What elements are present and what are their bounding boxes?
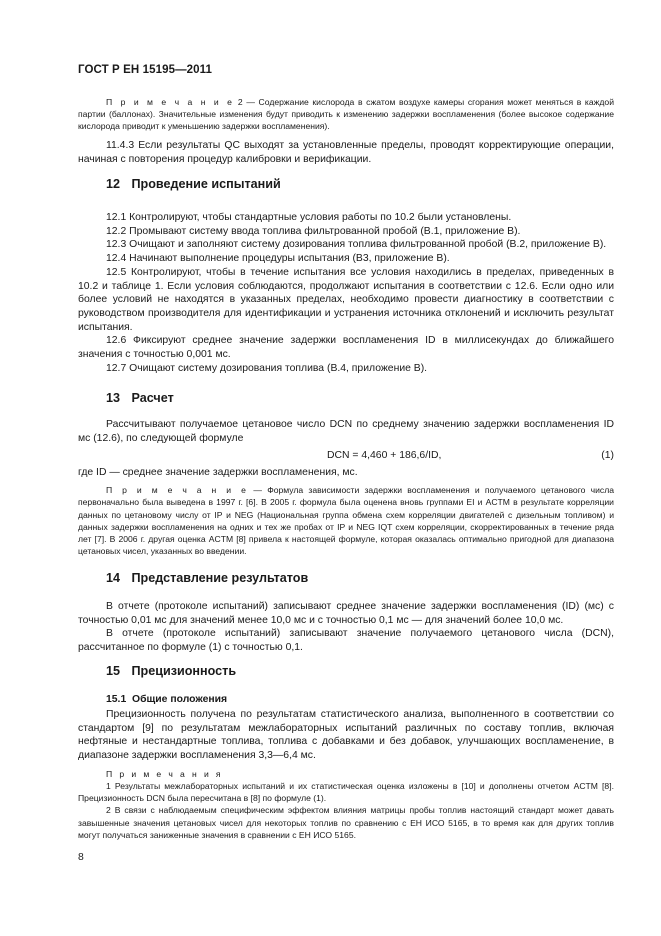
- note-text: — Формула зависимости задержки воспламенения и получаемого цетанового числа первоначально была выведена в 1997 г. [6]. В 2005 г. формула была оценена вновь группами EI и ACTM в результате корреляции данных по цетановому числу от IP и NEG (Национальная группа обмена схем корреляции двигателей с дизельным топливом) и данных задержки воспламенения на одних и тех же пробах от IP и NEG IQT схем корреляции, скорректированных в течение ряда лет [7]. В 2006 г. другая оценка ACTM [8] привела к настоящей формуле, которая оказалась оптимально пригодной для диапазона цетановых чисел, указанных во введении.: [78, 485, 614, 557]
- note-label: П р и м е ч а н и е: [106, 97, 235, 107]
- section-15-body: [78, 694, 614, 841]
- section-number: 14: [106, 571, 121, 585]
- paragraph-text: В отчете (протоколе испытаний) записывают среднее значение задержки воспламенения (ID) (мс) с точностью 0,01 мс для значений менее 10,0 мс и с точностью 0,1 мс — для значений более 10,0 мс.: [78, 601, 614, 626]
- section-14-heading: [78, 571, 614, 585]
- section-title: Проведение испытаний: [131, 177, 281, 191]
- page-number: 8: [78, 852, 84, 863]
- list-item: 12.2 Промывают систему ввода топлива фильтрованной пробой (В.1, приложение В).: [106, 225, 521, 237]
- section-title: Представление результатов: [131, 571, 309, 585]
- note-text: 2 — Содержание кислорода в сжатом воздухе камеры сгорания может меняться в каждой партии (баллонах). Значительные изменения будут приводить к изменению задержки воспламенения (более высокое содержание кислорода приводит к уменьшению задержки воспламенения).: [78, 97, 615, 132]
- list-item: 12.3 Очищают и заполняют систему дозирования топлива фильтрованной пробой (В.2, приложение В).: [106, 239, 607, 251]
- formula-where: где ID — среднее значение задержки воспламенения, мс.: [78, 467, 358, 479]
- paragraph-11-4-3: [78, 139, 614, 166]
- section-15-heading: [78, 664, 614, 678]
- document-header: ГОСТ Р ЕН 15195—2011: [78, 64, 213, 76]
- list-item: 12.7 Очищают систему дозирования топлива (В.4, приложение В).: [106, 362, 428, 374]
- list-item: 12.4 Начинают выполнение процедуры испытания (В3, приложение В).: [106, 253, 450, 265]
- list-item: 12.6 Фиксируют среднее значение задержки воспламенения ID в миллисекундах до ближайшего значения с точностью 0,001 мс.: [78, 335, 614, 361]
- section-number: 13: [106, 391, 121, 405]
- section-title: Прецизионность: [131, 664, 237, 678]
- formula-number: (1): [601, 450, 614, 462]
- section-12-heading: [78, 177, 614, 191]
- section-14-body: [78, 600, 614, 655]
- subsection-number: 15.1: [106, 694, 127, 705]
- note-item: 1 Результаты межлабораторных испытаний и их статистическая оценка изложены в [10] и дополнены отчетом ACTM [8]. Прецизионность DCN была пересчитана в [8] по формуле (1).: [78, 781, 614, 804]
- section-title: Расчет: [131, 391, 174, 405]
- notes-label: П р и м е ч а н и я: [106, 768, 223, 779]
- paragraph-text: Рассчитывают получаемое цетановое число DCN по среднему значению задержки воспламенения ID мс (12.6), по следующей формуле: [78, 419, 614, 444]
- paragraph-text: В отчете (протоколе испытаний) записывают значение получаемого цетанового числа (DCN), рассчитанное по формуле (1) с точностью 0,1.: [78, 628, 614, 654]
- list-item: 12.1 Контролируют, чтобы стандартные условия работы по 10.2 были установлены.: [106, 212, 512, 223]
- subsection-title: Общие положения: [132, 694, 228, 705]
- formula: DCN = 4,460 + 186,6/ID,: [327, 450, 442, 462]
- note-oxygen: [78, 96, 614, 133]
- section-number: 15: [106, 664, 121, 678]
- section-13-heading: [78, 391, 614, 405]
- paragraph-text: Прецизионность получена по результатам статистического анализа, выполненного в соответствии со стандартом [9] по результатам межлабораторных испытаний различных по составу топлив, включая нефтяные и нестандартные топлива, топлива с добавками и без добавок, улучшающих воспламенение, в диапазоне задержки воспламенения 3,3—6,4 мс.: [78, 709, 614, 762]
- note-item: 2 В связи с наблюдаемым специфическим эффектом влияния матрицы пробы топлив настоящий стандарт может давать завышенные значения цетановых чисел для некоторых топлив по сравнению с ЕН ИСО 5165, в то время как для других топлив могут получаться заниженные значения в сравнении с ЕН ИСО 5165.: [78, 805, 614, 840]
- section-number: 12: [106, 177, 121, 191]
- formula-row: [78, 450, 614, 464]
- section-13-body: [78, 418, 614, 557]
- list-item: 12.5 Контролируют, чтобы в течение испытания все условия находились в пределах, приведенных в 10.2 и таблице 1. Если условия соблюдаются, продолжают испытания в соответствии с 12.6. Если одно или более условий не находятся в указанных пределах, необходимо провести диагностику в соответствии с руководством производителя для идентификации и устранения источника отклонений и исключить результат испытания.: [78, 266, 614, 333]
- note-label: П р и м е ч а н и е: [106, 485, 249, 496]
- section-12-items: [78, 211, 614, 375]
- paragraph-text: 11.4.3 Если результаты QC выходят за установленные пределы, проводят корректирующие операции, начиная с повторения процедур калибровки и верификации.: [78, 140, 614, 165]
